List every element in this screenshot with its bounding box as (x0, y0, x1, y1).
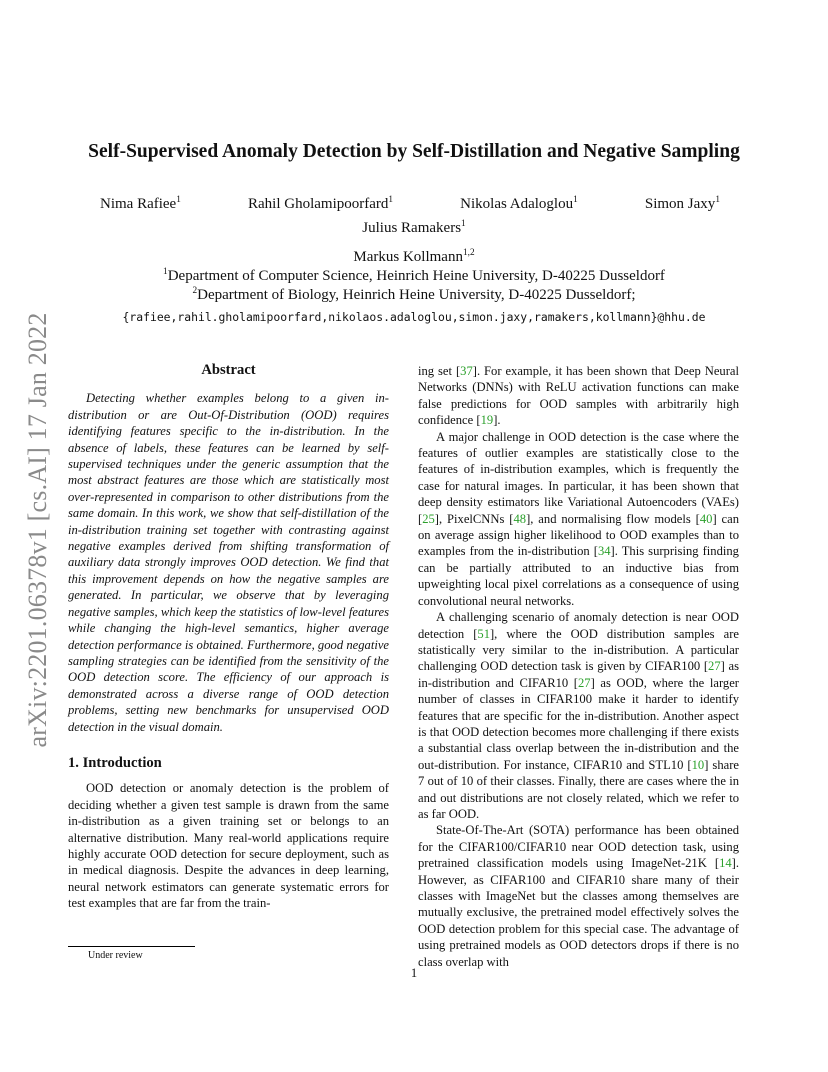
author: Simon Jaxy$^1$ (644, 195, 720, 212)
author: Rahil Gholamipoorfard$^1$ (248, 195, 394, 212)
citation-link[interactable]: 19 (480, 413, 494, 428)
author-emails: {rafiee,rahil.gholamipoorfard,nikolaos.adaloglou,simon.jaxy,ramakers,kollmann}@hhu.de (122, 310, 706, 324)
citation-link[interactable]: 40 (699, 511, 713, 526)
author: Nikolas Adaloglou$^1$ (460, 195, 578, 212)
page-number: 1 (410, 966, 418, 980)
arxiv-identifier: arXiv:2201.06378v1 [cs.AI] 17 Jan 2022 (23, 312, 52, 748)
abstract-text: Detecting whether examples belong to a given in-distribution or are Out-Of-Distribution (OOD) requires identifying features specific to the in-distribution. In the absence of labels, these features can be learned by self-supervised techniques under the generic assumption that the most abstract features are those which are statistically most over-represented in comparison to other distributions from the same domain. In this work, we show that self-distillation of the in-distribution training set together with contrasting against negative examples derived from shifting transformation of auxiliary data strongly improves OOD detection. We find that this improvement depends on how the negative samples are generated. In particular, we observe that by leveraging negative samples, which keep the statistics of low-level features while changing the high-level semantics, higher average detection performance is obtained. Furthermore, good negative sampling strategies can be identified from the sensitivity of the OOD detection score. The efficiency of our approach is demonstrated across a diverse range of OOD detection problems, setting new benchmarks for unsupervised OOD detection in the visual domain. (68, 391, 389, 734)
footnote-rule (68, 946, 195, 947)
intro-paragraph: OOD detection or anomaly detection is the problem of deciding whether a given test sample is drawn from the same in-distribution as a given training set or belongs to an alternative distribution. Many real-world applications require highly accurate OOD detection for secure deployment, such as in medical diagnosis. Despite the advances in deep learning, neural network estimators can generate systematic errors for test examples that are far from the train- (68, 781, 389, 911)
citation-link[interactable]: 34 (597, 544, 611, 559)
citation-link[interactable]: 48 (513, 511, 527, 526)
author: Julius Ramakers$^1$ (362, 219, 466, 236)
body-paragraph: A challenging scenario of anomaly detection is near OOD detection [51], where the OOD distribution samples are statistically very similar to the in-distribution. A particular challenging OOD detection task is given by CIFAR100 [27] as in-distribution and CIFAR10 [27] as OOD, where the larger number of classes in CIFAR100 make it harder to identify features that are specific for the in-distribution. Another aspect is that OOD detection becomes more challenging if there exists a substantial class overlap between the in-distribution and the out-distribution. For instance, CIFAR10 and STL10 [10] share 7 out of 10 of their classes. Finally, there are cases where the in and out distributions are not closely related, which we refer to as far OOD. (418, 610, 739, 821)
body-paragraph: ing set [37]. For example, it has been shown that Deep Neural Networks (DNNs) with ReLU activation functions can make false predictions for OOD samples with arbitrarily high confidence [19]. (418, 364, 739, 428)
authors-row (100, 196, 720, 213)
right-column (418, 363, 739, 970)
left-column (68, 362, 389, 912)
citation-link[interactable]: 27 (578, 675, 591, 690)
citation-link[interactable]: 27 (708, 659, 721, 674)
body-paragraph: A major challenge in OOD detection is the case where the features of outlier examples are statistically close to the features of in-distribution examples, which is frequently the case for natural images. In particular, it has been shown that deep density estimators like Variational Autoencoders (VAEs) [25], PixelCNNs [48], and normalising flow models [40] can on average assign higher likelihood to OOD examples than to examples from the in-distribution [34]. This surprising finding can be partially attributed to an inductive bias from upweighting local pixel correlations as a consequence of using convolutional neural networks. (418, 429, 739, 608)
body-paragraph: State-Of-The-Art (SOTA) performance has been obtained for the CIFAR100/CIFAR10 near OOD detection task, using pretrained classification models using ImageNet-21K [14]. However, as CIFAR100 and CIFAR10 share many of their classes with ImageNet but the classes among themselves are mutually exclusive, the pretrained model effectively solves the OOD detection problem for this special case. The advantage of using pretrained models as OOD detectors drops if there is no class overlap with (418, 823, 739, 969)
affiliation: $^2$Department of Biology, Heinrich Heine University, D-40225 Dusseldorf; (192, 286, 636, 303)
citation-link[interactable]: 25 (422, 511, 435, 526)
abstract-heading: Abstract (201, 362, 256, 378)
citation-link[interactable]: 37 (460, 364, 473, 378)
citation-link[interactable]: 51 (477, 626, 490, 641)
citation-link[interactable]: 14 (719, 856, 732, 871)
citation-link[interactable]: 10 (691, 757, 705, 772)
author: Markus Kollmann$^{1,2}$ (353, 248, 475, 265)
author: Nima Rafiee$^1$ (100, 195, 181, 212)
section-heading: 1. Introduction (68, 754, 162, 771)
affiliation: $^1$Department of Computer Science, Heinrich Heine University, D-40225 Dusseldorf (163, 267, 665, 284)
arxiv-sidebar (18, 300, 58, 760)
footnote: Under review (88, 950, 143, 961)
paper-title: Self-Supervised Anomaly Detection by Self-Distillation and Negative Sampling (88, 141, 740, 162)
